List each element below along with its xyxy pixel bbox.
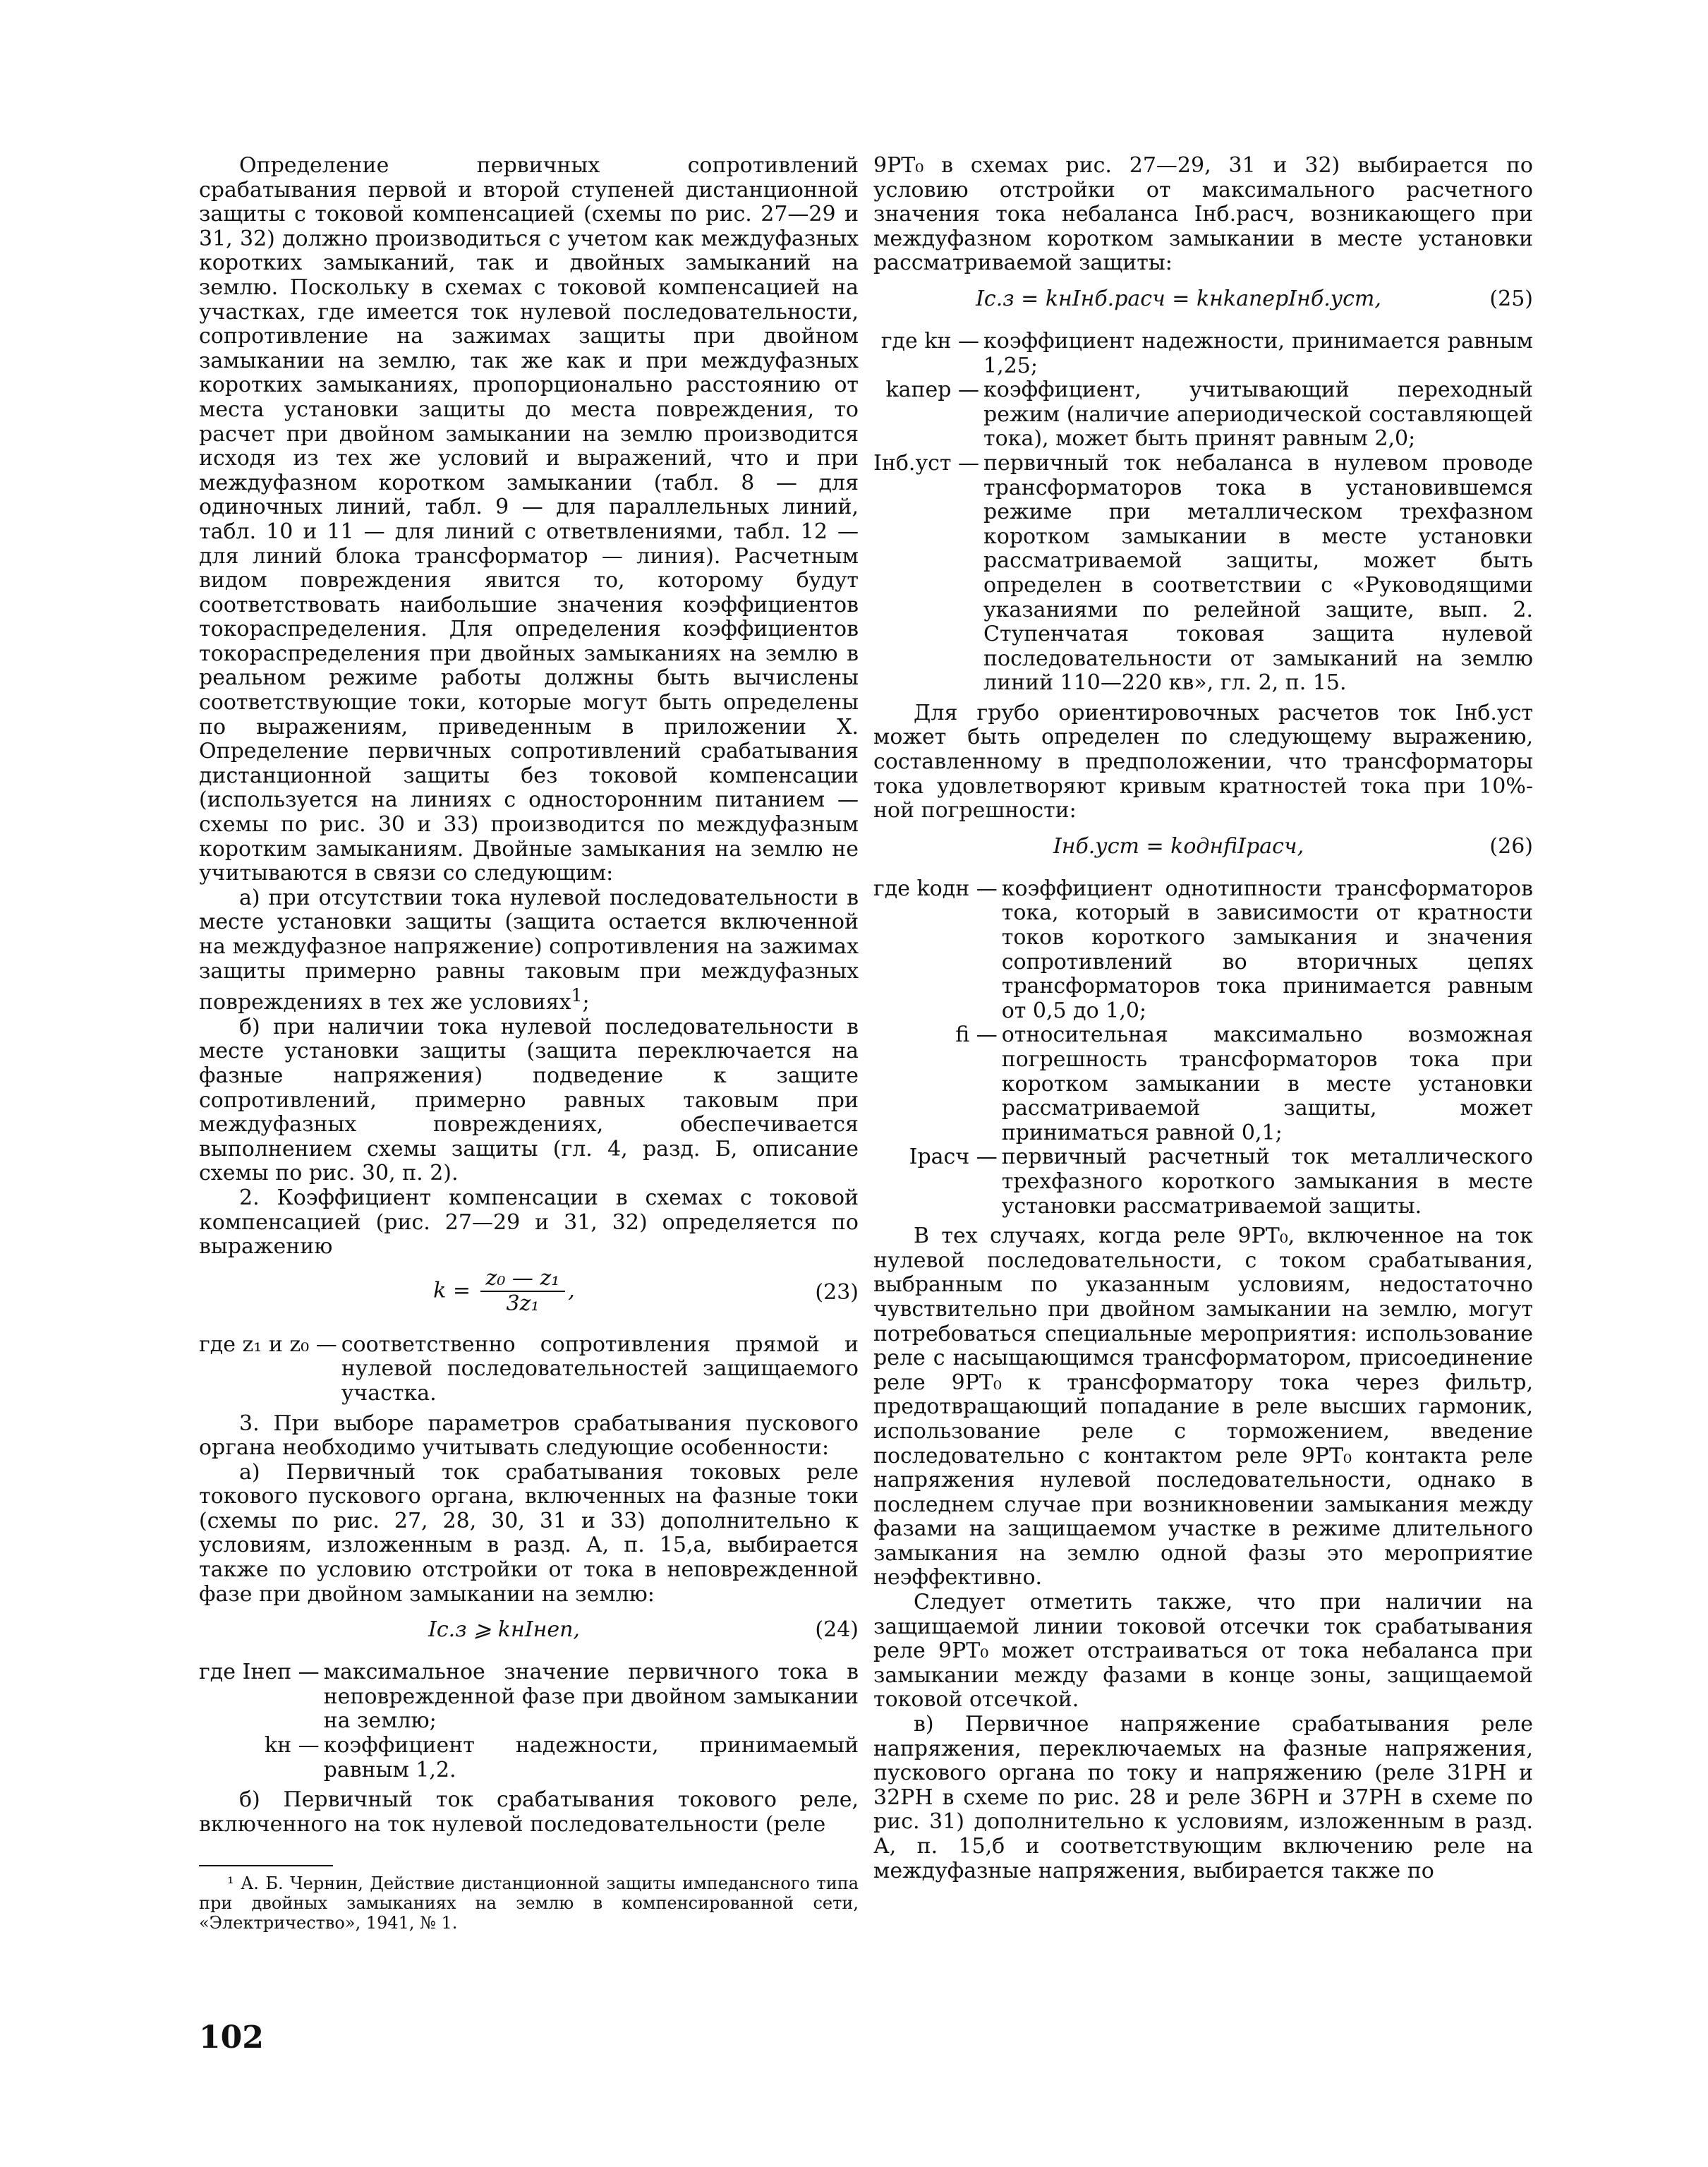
footnote: ¹ А. Б. Чернин, Действие дистанционной защиты импедансного типа при двойных замыканиях на землю в компенсированной сети, «Электричество», 1941, № 1. — [199, 1873, 859, 1933]
definitions-23 — [199, 1333, 859, 1406]
definitions-25 — [873, 330, 1533, 696]
paragraph: а) Первичный ток срабатывания токовых реле токового пускового органа, включенных на фазные токи (схемы по рис. 27, 28, 30, 31 и 33) дополнительно к условиям, изложенным в разд. А, п. 15,а, выбирается также по условию отстройки от тока в неповрежденной фазе при двойном замыкании на землю: — [199, 1459, 859, 1607]
paragraph: 3. При выборе параметров срабатывания пускового органа необходимо учитывать следующие особенности: — [199, 1411, 859, 1461]
paragraph: Для грубо ориентировочных расчетов ток Iнб.уст может быть определен по следующему выражению, составленному в предположении, что трансформаторы тока удовлетворяют кривым кратностей тока при 10%-ной погрешности: — [873, 700, 1533, 823]
paragraph: Следует отметить также, что при наличии на защищаемой линии токовой отсечки ток срабатывания реле 9РТ₀ может отстраиваться от тока небаланса при замыкании между фазами в конце зоны, защищаемой токовой отсечкой. — [873, 1590, 1533, 1713]
definition-text: коэффициент надежности, принимаемый равным 1,2. — [323, 1733, 859, 1782]
paragraph: б) Первичный ток срабатывания токового реле, включенного на ток нулевой последовательности (реле — [199, 1787, 859, 1837]
definition-text: коэффициент однотипности трансформаторов тока, который в зависимости от кратности токов короткого замыкания и значения сопротивлений во вторичных цепях трансформаторов тока принимается равным от 0,5 до 1,0; — [1001, 876, 1533, 1023]
definition-term: где kн — — [880, 328, 980, 354]
definition-row — [873, 330, 1533, 378]
paragraph: б) при наличии тока нулевой последовательности в месте установки защиты (защита переключается на фазные напряжения) подведение к защите сопротивлений, примерно равных таковым при междуфазных повреждениях, обеспечивается выполнением схемы защиты (гл. 4, разд. Б, описание схемы по рис. 30, п. 2). — [199, 1014, 859, 1186]
fraction-denominator: 3z₁ — [506, 1291, 540, 1317]
definition-term: fi — — [955, 1022, 998, 1048]
formula-24 — [199, 1611, 859, 1653]
definition-row — [873, 877, 1533, 1024]
formula-expression: Iс.з ⩾ kнIнеп, — [428, 1617, 580, 1643]
definition-term: Iрасч — — [909, 1145, 998, 1170]
definition-row — [199, 1734, 859, 1782]
paragraph: 9РТ₀ в схемах рис. 27—29, 31 и 32) выбирается по условию отстройки от максимального расчетного значения тока небаланса Iнб.расч, возникающего при междуфазном коротком замыкании в месте установки рассматриваемой защиты: — [873, 153, 1533, 276]
definition-row — [199, 1333, 859, 1406]
formula-lhs: k = — [433, 1278, 471, 1303]
definition-term: где z₁ и z₀ — — [199, 1332, 337, 1357]
paragraph-end: ; — [582, 990, 590, 1015]
paragraph-text: а) при отсутствии тока нулевой последовательности в месте установки защиты (защита остается включенной на междуфазное напряжение) сопротивления на зажимах защиты примерно равны таковым при междуфазных повреждениях в тех же условиях — [199, 885, 859, 1015]
formula-number: (25) — [1489, 286, 1533, 311]
fraction-numerator: z₀ — z₁ — [480, 1267, 566, 1293]
paragraph: 2. Коэффициент компенсации в схемах с токовой компенсацией (рис. 27—29 и 31, 32) определяется по выражению — [199, 1185, 859, 1260]
right-column — [873, 154, 1533, 1883]
paragraph — [199, 886, 859, 1015]
definition-text: коэффициент надежности, принимается равным 1,25; — [983, 328, 1533, 378]
definition-text: максимальное значение первичного тока в неповрежденной фазе при двойном замыкании на землю; — [323, 1660, 859, 1734]
definition-text: коэффициент, учитывающий переходный режим (наличие апериодической составляющей тока), может быть принят равным 2,0; — [983, 378, 1533, 452]
definition-row — [873, 452, 1533, 696]
formula-23 — [199, 1264, 859, 1326]
definition-row — [873, 1023, 1533, 1145]
definition-term: Iнб.уст — — [873, 450, 980, 476]
definition-text: первичный расчетный ток металлического трехфазного короткого замыкания в месте установки рассматриваемой защиты. — [1001, 1145, 1533, 1219]
definition-text: первичный ток небаланса в нулевом проводе трансформаторов тока в установившемся режиме при металлическом трехфазном коротком замыкании в месте установки рассматриваемой защиты, может быть определен в соответствии с «Руководящими указаниями по релейной защите, вып. 2. Ступенчатая токовая защита нулевой последовательности от замыканий на землю линий 110—220 кв», гл. 2, п. 15. — [983, 450, 1533, 696]
definitions-26 — [873, 877, 1533, 1219]
footnote-divider — [199, 1865, 333, 1866]
definition-term: где Iнеп — — [199, 1660, 320, 1685]
definition-term: где kодн — — [873, 876, 998, 901]
definition-term: kапер — — [885, 378, 980, 403]
definition-text: соответственно сопротивления прямой и нулевой последовательностей защищаемого участка. — [341, 1332, 859, 1406]
formula-25 — [873, 280, 1533, 322]
formula-expression: Iс.з = kнIнб.расч = kнkаперIнб.уст, — [976, 286, 1381, 311]
formula-tail: , — [568, 1278, 575, 1303]
formula-number: (26) — [1489, 833, 1533, 859]
definition-text: относительная максимально возможная погрешность трансформаторов тока при коротком замыкании в месте установки рассматриваемой защиты, может приниматься равной 0,1; — [1001, 1022, 1533, 1145]
formula-number: (24) — [815, 1617, 859, 1643]
fraction — [480, 1267, 566, 1317]
formula-expression: Iнб.уст = kоднfiIрасч, — [1053, 833, 1304, 859]
page-number: 102 — [199, 2020, 264, 2056]
definition-row — [873, 1145, 1533, 1219]
left-column — [199, 154, 859, 1933]
paragraph: в) Первичное напряжение срабатывания реле напряжения, переключаемых на фазные напряжения, пускового органа по току и напряжению (реле 31РН и 32РН в схеме по рис. 28 и реле 36РН и 37РН в схеме по рис. 31) дополнительно к условиям, изложенным в разд. А, п. 15,б и соответствующим включению реле на междуфазные напряжения, выбирается также по — [873, 1712, 1533, 1883]
definition-row — [873, 378, 1533, 452]
formula-26 — [873, 828, 1533, 870]
paragraph: В тех случаях, когда реле 9РТ₀, включенное на ток нулевой последовательности, с током срабатывания, выбранным по указанным условиям, недостаточно чувствительно при двойном замыкании на землю, могут потребоваться специальные мероприятия: использование реле с насыщающимся трансформатором, присоединение реле 9РТ₀ к трансформатору тока через фильтр, предотвращающий попадание в реле высших гармоник, использование реле с торможением, введение последовательно с контактом реле 9РТ₀ контакта реле напряжения нулевой последовательности, однако в последнем случае при возникновении замыкания между фазами на защищаемом участке в режиме длительного замыкания на землю одной фазы это мероприятие неэффективно. — [873, 1224, 1533, 1590]
formula-number: (23) — [815, 1279, 859, 1305]
paragraph: Определение первичных сопротивлений срабатывания первой и второй ступеней дистанционной защиты с токовой компенсацией (схемы по рис. 27—29 и 31, 32) должно производиться с учетом как междуфазных коротких замыканий, так и двойных замыканий на землю. Поскольку в схемах с токовой компенсацией на участках, где имеется ток нулевой последовательности, сопротивление на зажимах защиты при двойном замыкании на землю, так же как и при междуфазных коротких замыканиях, пропорционально расстоянию от места установки защиты до места повреждения, то расчет при двойном замыкании на землю производится исходя из тех же условий и выражений, что и при междуфазном коротком замыкании (табл. 8 — для одиночных линий, табл. 9 — для параллельных линий, табл. 10 и 11 — для линий с ответвлениями, табл. 12 — для линий блока трансформатор — линия). Расчетным видом повреждения явится то, которому будут соответствовать наибольшие значения коэффициентов токораспределения. Для определения коэффициентов токораспределения при двойных замыканиях на землю в реальном режиме работы должны быть вычислены соответствующие токи, которые могут быть определены по выражениям, приведенным в приложении X. Определение первичных сопротивлений срабатывания дистанционной защиты без токовой компенсации (используется на линиях с односторонним питанием — схемы по рис. 30 и 33) производится по междуфазным коротким замыканиям. Двойные замыкания на землю не учитываются в связи со следующим: — [199, 153, 859, 886]
definition-term: kн — — [264, 1733, 320, 1758]
definitions-24 — [199, 1660, 859, 1782]
footnote-marker: 1 — [571, 985, 583, 1006]
definition-row — [199, 1660, 859, 1734]
